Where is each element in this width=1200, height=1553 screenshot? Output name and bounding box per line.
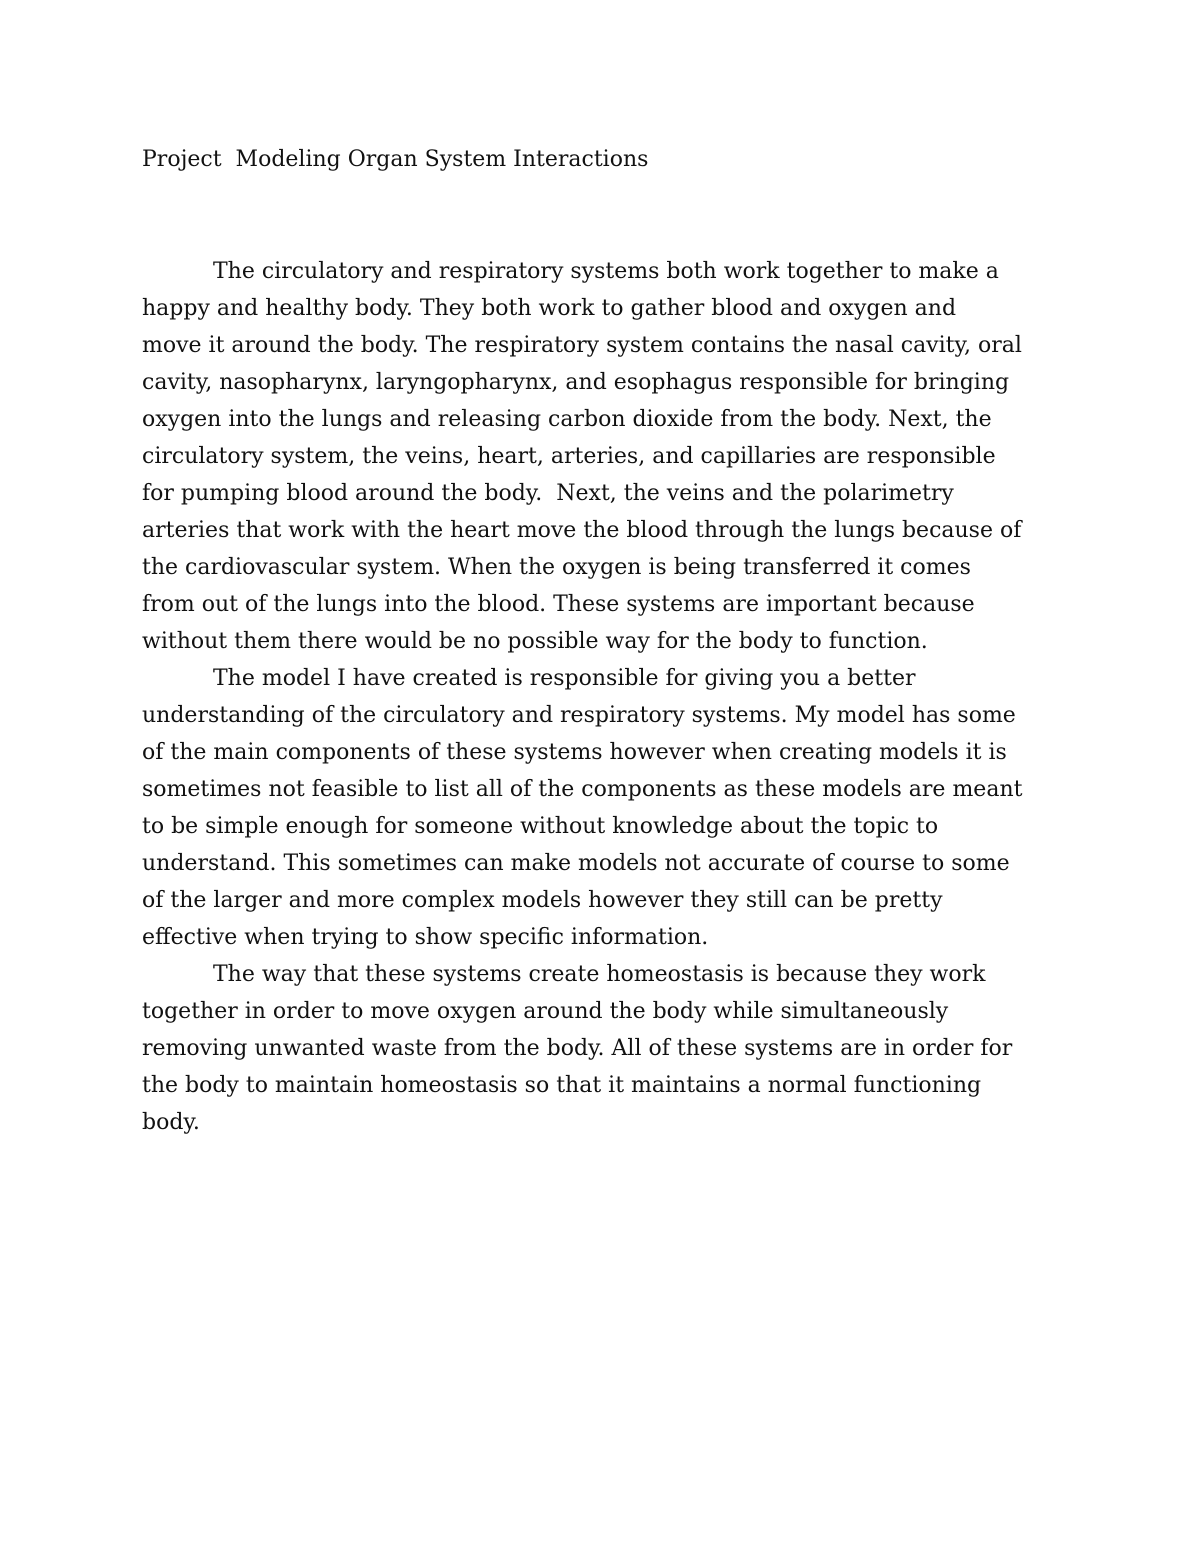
paragraph-line: happy and healthy body. They both work to gather blood and oxygen and — [142, 296, 957, 321]
document-title: Project Modeling Organ System Interactions — [142, 147, 649, 172]
paragraph-line: sometimes not feasible to list all of the components as these models are meant — [142, 777, 1023, 802]
paragraph-line: for pumping blood around the body. Next, the veins and the polarimetry — [142, 481, 954, 506]
paragraph-3 — [142, 956, 1066, 1141]
paragraph-line: body. — [142, 1110, 200, 1135]
paragraph-line: arteries that work with the heart move the blood through the lungs because of — [142, 518, 1022, 543]
paragraph-line: without them there would be no possible way for the body to function. — [142, 629, 928, 654]
paragraph-line: cavity, nasopharynx, laryngopharynx, and esophagus responsible for bringing — [142, 370, 1010, 395]
paragraph-line: the body to maintain homeostasis so that it maintains a normal functioning — [142, 1073, 982, 1098]
paragraph-line: oxygen into the lungs and releasing carbon dioxide from the body. Next, the — [142, 407, 992, 432]
paragraph-2 — [142, 660, 1066, 956]
paragraph-1 — [142, 253, 1066, 660]
document-body — [142, 253, 1066, 1141]
paragraph-line: of the main components of these systems however when creating models it is — [142, 740, 1007, 765]
document-content — [142, 142, 1066, 1141]
paragraph-line: The circulatory and respiratory systems both work together to make a — [213, 259, 999, 284]
paragraph-line: from out of the lungs into the blood. These systems are important because — [142, 592, 975, 617]
paragraph-line: The model I have created is responsible for giving you a better — [213, 666, 916, 691]
paragraph-line: removing unwanted waste from the body. All of these systems are in order for — [142, 1036, 1013, 1061]
paragraph-line: the cardiovascular system. When the oxygen is being transferred it comes — [142, 555, 971, 580]
paragraph-line: of the larger and more complex models however they still can be pretty — [142, 888, 943, 913]
paragraph-line: The way that these systems create homeostasis is because they work — [213, 962, 986, 987]
paragraph-line: to be simple enough for someone without knowledge about the topic to — [142, 814, 939, 839]
paragraph-line: move it around the body. The respiratory system contains the nasal cavity, oral — [142, 333, 1022, 358]
paragraph-line: understand. This sometimes can make models not accurate of course to some — [142, 851, 1010, 876]
paragraph-line: understanding of the circulatory and respiratory systems. My model has some — [142, 703, 1016, 728]
paragraph-line: effective when trying to show specific information. — [142, 925, 709, 950]
paragraph-line: together in order to move oxygen around the body while simultaneously — [142, 999, 949, 1024]
paragraph-line: circulatory system, the veins, heart, arteries, and capillaries are responsible — [142, 444, 996, 469]
